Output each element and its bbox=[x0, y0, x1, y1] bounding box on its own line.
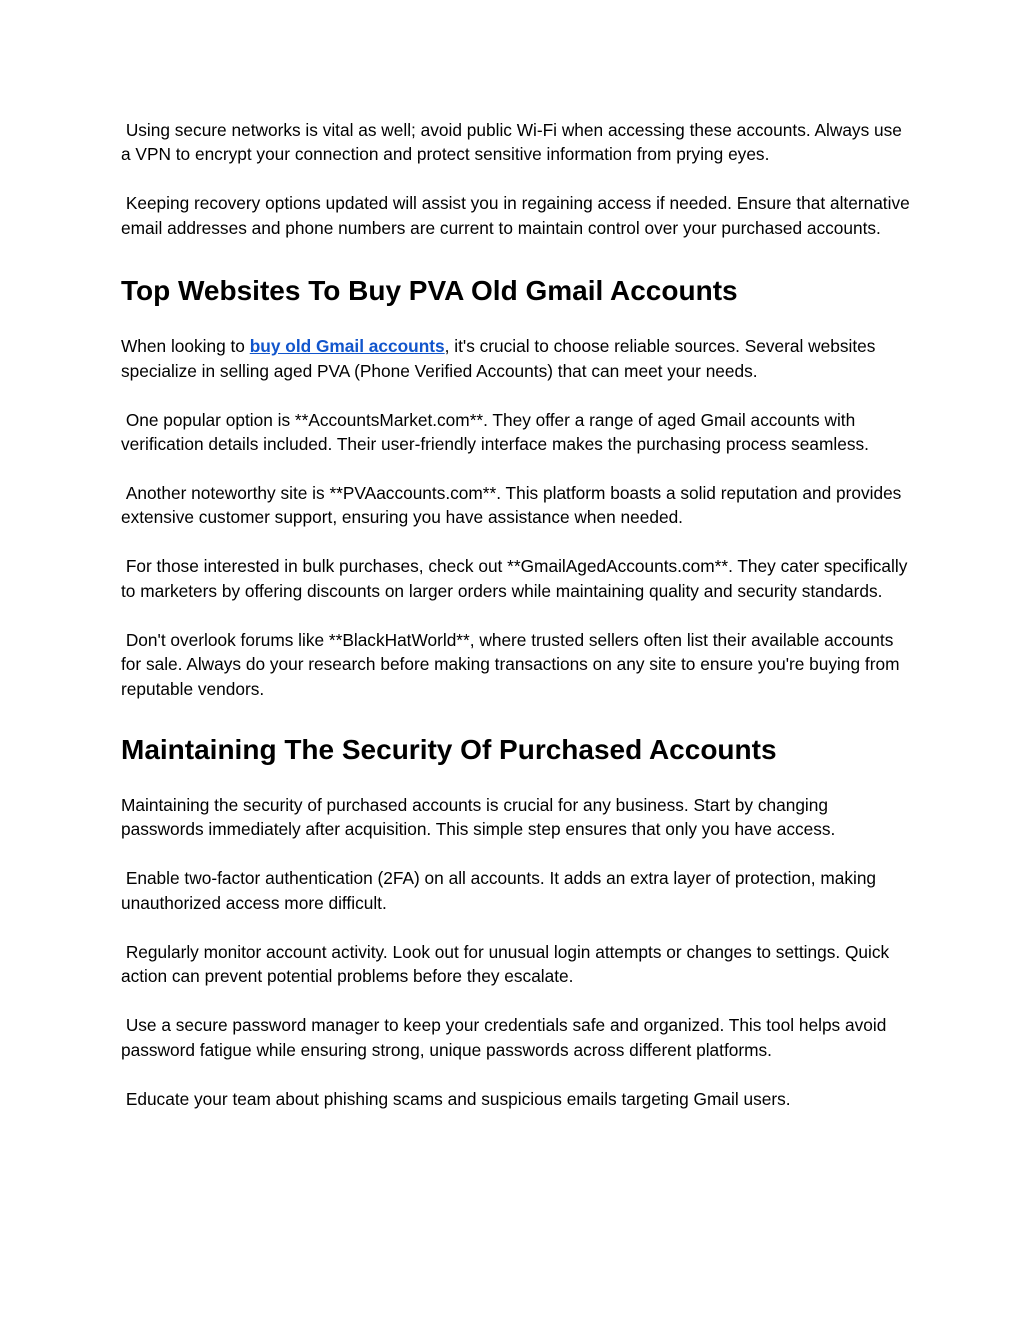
maintaining-paragraph-change-passwords: Maintaining the security of purchased accounts is crucial for any business. Start by changing passwords immediately after acquisition. This simple step ensures that only you have access. bbox=[121, 795, 836, 840]
top-websites-paragraph-gmailagedaccounts: For those interested in bulk purchases, check out **GmailAgedAccounts.com**. They cater specifically to marketers by offering discounts on larger orders while maintaining quality and security standards. bbox=[121, 556, 913, 601]
buy-old-gmail-accounts-link[interactable]: buy old Gmail accounts bbox=[249, 336, 445, 357]
maintaining-paragraph-monitor-activity: Regularly monitor account activity. Look out for unusual login attempts or changes to settings. Quick action can prevent potential problems before they escalate. bbox=[121, 941, 894, 987]
maintaining-paragraph-password-manager: Use a secure password manager to keep your credentials safe and organized. This tool helps avoid password fatigue while ensuring strong, unique passwords across different platforms. bbox=[121, 1015, 892, 1060]
paragraph-text-before-link: When looking to bbox=[121, 336, 250, 357]
maintaining-paragraph-2fa: Enable two-factor authentication (2FA) on all accounts. It adds an extra layer of protection, making unauthorized access more difficult. bbox=[121, 868, 881, 913]
maintaining-paragraph-educate-team: Educate your team about phishing scams and suspicious emails targeting Gmail users. bbox=[121, 1088, 791, 1109]
top-websites-paragraph-pvaaccounts: Another noteworthy site is **PVAaccounts.com**. This platform boasts a solid reputation and provides extensive customer support, ensuring you have assistance when needed. bbox=[121, 483, 907, 528]
top-websites-paragraph-blackhatworld: Don't overlook forums like **BlackHatWorld**, where trusted sellers often list their available accounts for sale. Always do your research before making transactions on any site to ensure you're buying from reputable vendors. bbox=[121, 629, 905, 699]
document-page bbox=[121, 118, 915, 1136]
paragraph-text-after-link: , it's crucial to choose reliable sources. Several websites specialize in selling aged PVA (Phone Verified Accounts) that can meet your needs. bbox=[121, 336, 881, 381]
intro-paragraph-secure-networks: Using secure networks is vital as well; avoid public Wi-Fi when accessing these accounts. Always use a VPN to encrypt your connection and protect sensitive information from prying eyes. bbox=[121, 120, 907, 165]
top-websites-paragraph-intro bbox=[121, 334, 911, 383]
section-heading-maintaining-security: Maintaining The Security Of Purchased Accounts bbox=[121, 734, 777, 766]
intro-paragraph-recovery-options: Keeping recovery options updated will assist you in regaining access if needed. Ensure that alternative email addresses and phone numbers are current to maintain control over your purchased accounts. bbox=[121, 193, 915, 238]
top-websites-paragraph-accountsmarket: One popular option is **AccountsMarket.com**. They offer a range of aged Gmail accounts with verification details included. Their user-friendly interface makes the purchasing process seamless. bbox=[121, 409, 869, 455]
section-heading-top-websites: Top Websites To Buy PVA Old Gmail Accounts bbox=[121, 275, 738, 307]
